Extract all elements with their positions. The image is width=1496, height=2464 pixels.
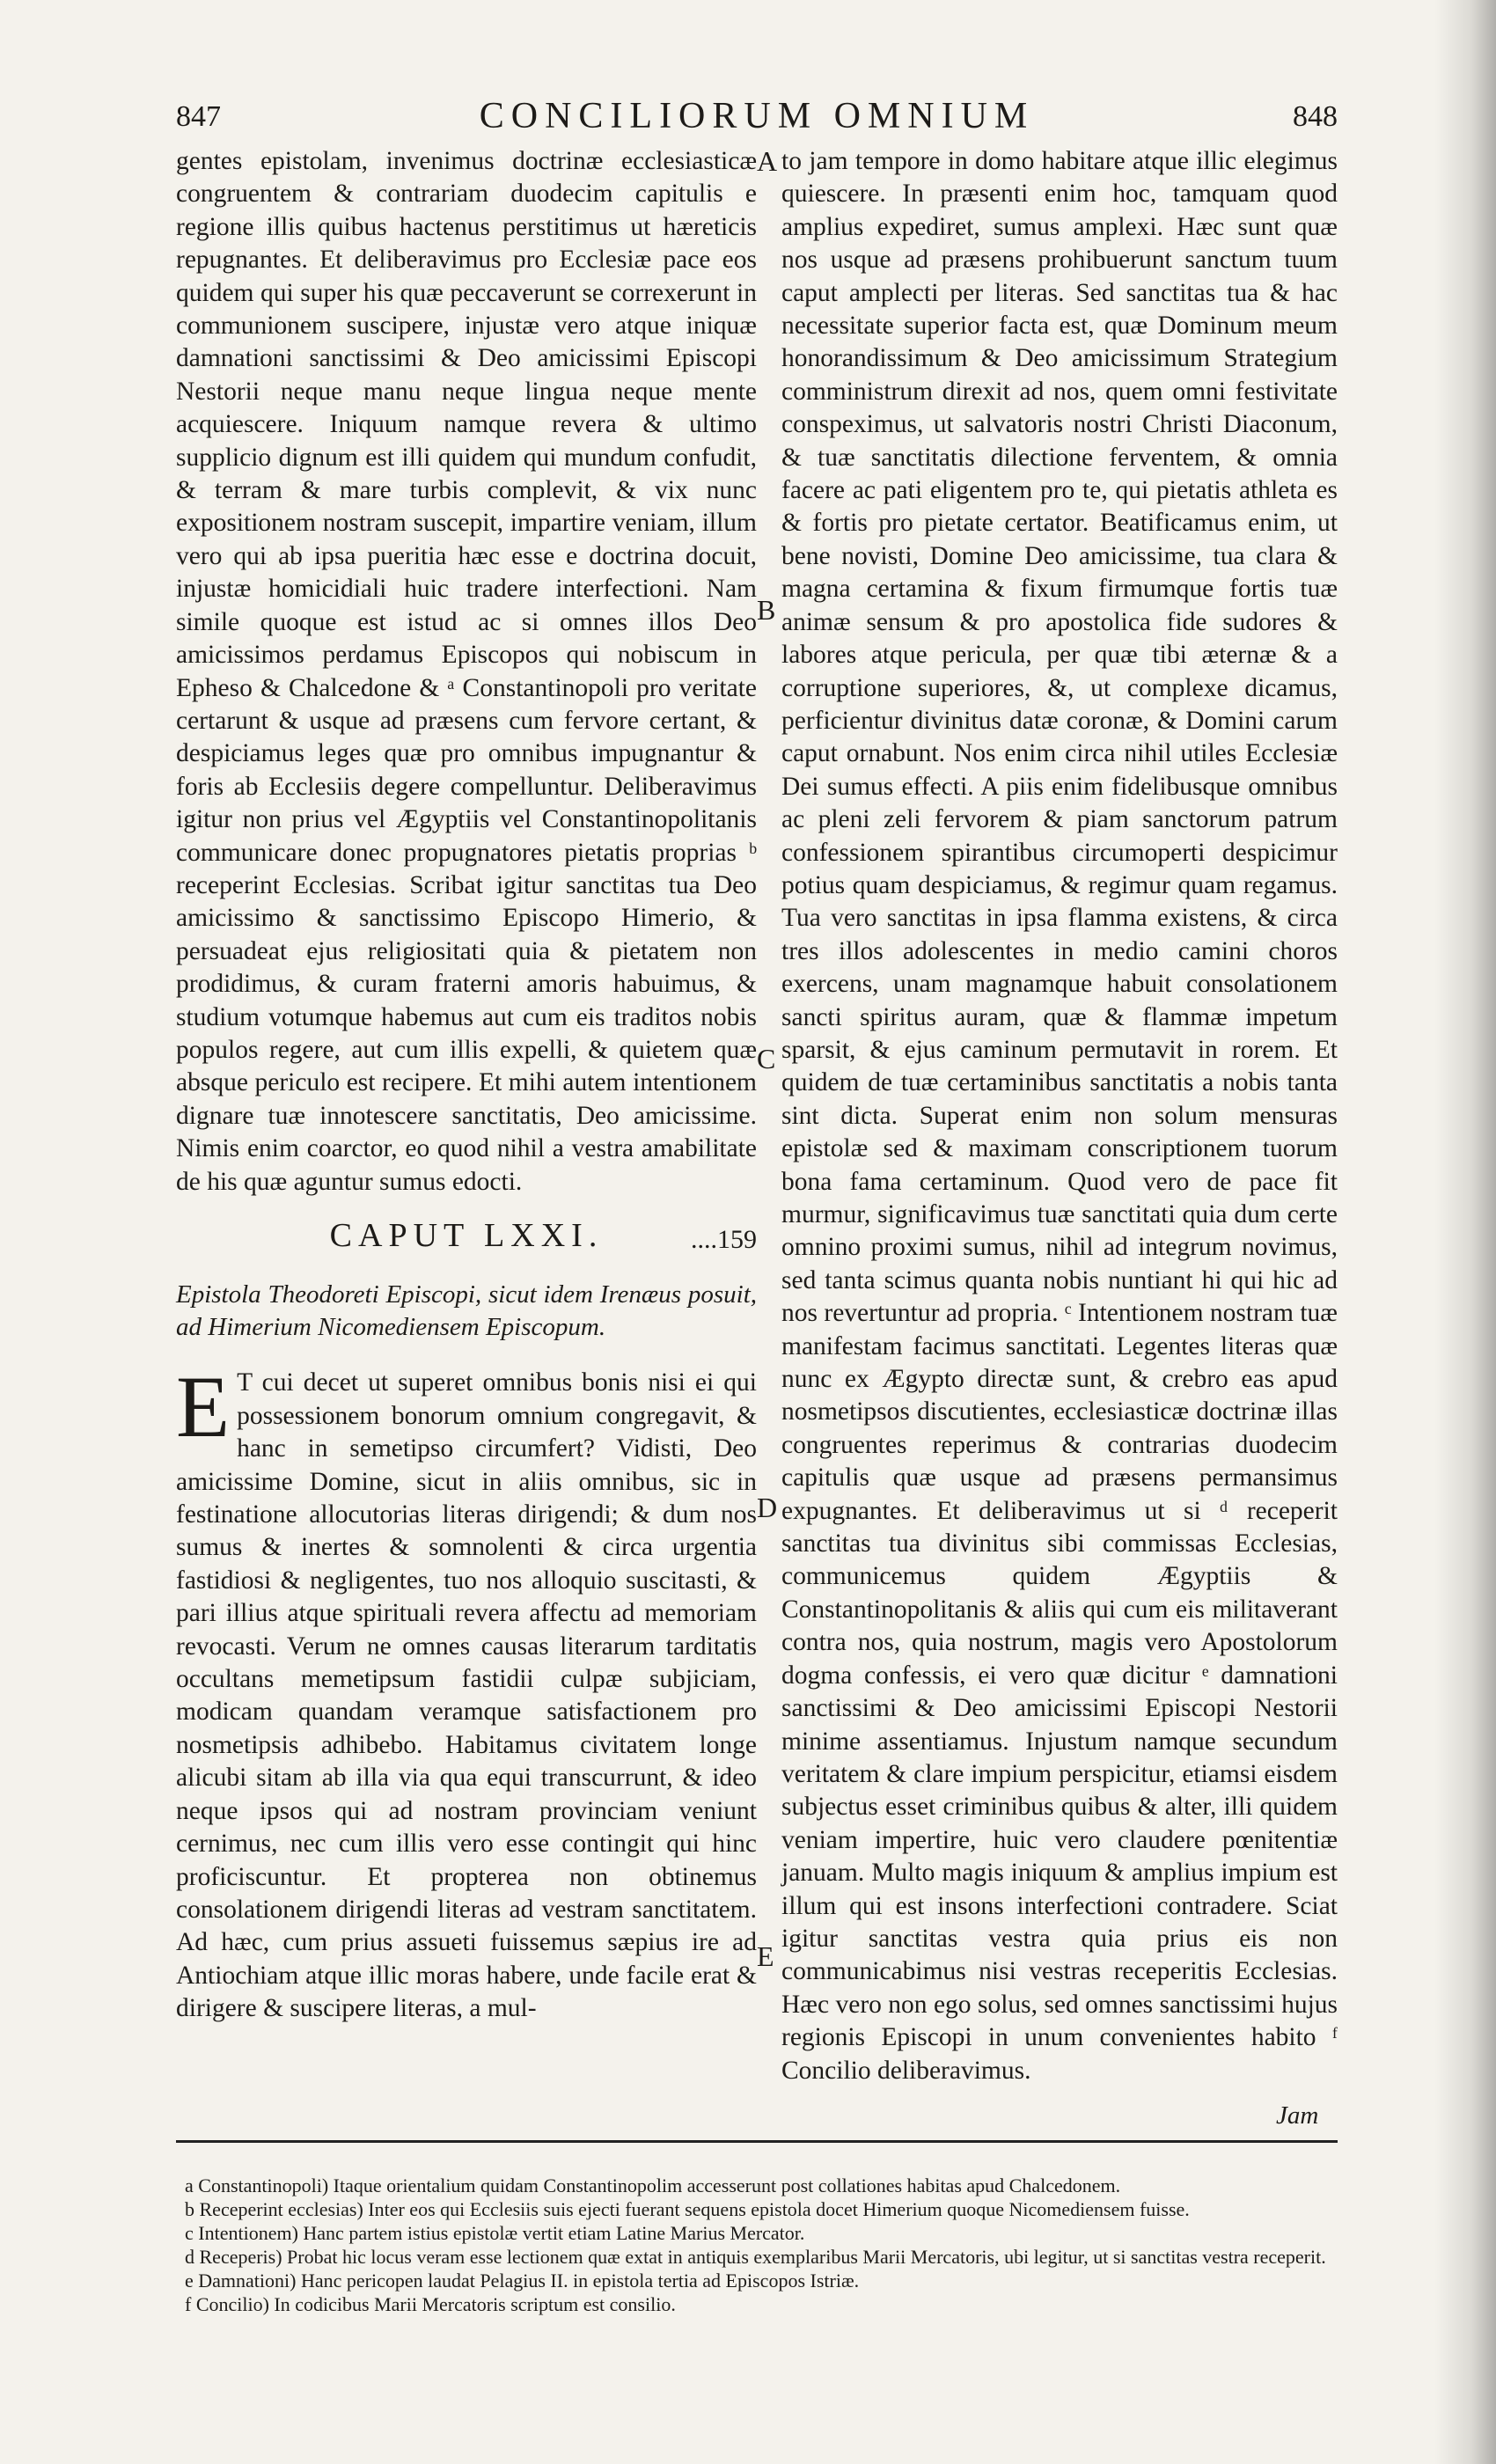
footnote-c: c Intentionem) Hanc partem istius epistolæ vertit etiam Latine Marius Mercator. <box>185 2222 805 2244</box>
left-column-text: gentes epistolam, invenimus doctrinæ ecclesiasticæ congruentem & contrariam duodecim capitulis e regione illis quibus hactenus perstitimus ut hæreticis repugnantes. Et deliberavimus pro Ecclesiæ pace eos quidem qui super his quæ peccaverunt se correxerunt in communionem suscipere, injustæ vero atque iniquæ damnationi sanctissimi & Deo amicissimi Episcopi Nestorii neque manu neque lingua neque mente acquiescere. Iniquum namque revera & ultimo supplicio dignum est illi quidem qui mundum confudit, & terram & mare turbis complevit, & vix nunc expositionem nostram suscepit, impartire veniam, illum vero qui ab ipsa pueritia hæc esse e doctrina docuit, injustæ homicidiali huic tradere interfectioni. Nam simile quoque est istud ac si omnes illos Deo amicissimos perdamus Episcopos qui nobiscum in Epheso & Chalcedone & ᵃ Constantinopoli pro veritate certarunt & usque ad præsens cum fervore certant, & despiciamus leges quæ pro omnibus impugnantur & foris ab Ecclesiis degere compelluntur. Deliberavimus igitur non prius vel Ægyptiis vel Constantinopolitanis communicare donec propugnatores pietatis proprias ᵇ receperint Ecclesias. Scribat igitur sanctitas tua Deo amicissimo & sanctissimo Episcopo Himerio, & persuadeat ejus religiositati quia & pietatem non prodidimus, & curam fraterni amoris habuimus, & studium votumque habemus aut cum eis traditos nobis populos regere, aut cum illis expelli, & quietem quæ absque periculo est recipere. Et mihi autem intentionem dignare tuæ innotescere sanctitatis, Deo amicissime. Nimis enim coarctor, eo quod nihil a vestra amabilitate de his quæ aguntur sumus edocti. <box>176 147 757 1196</box>
drop-cap: E <box>176 1358 231 1456</box>
margin-letter-d: D <box>757 1492 778 1523</box>
page-header <box>176 95 1338 148</box>
running-title: CONCILIORUM OMNIUM <box>479 96 1035 136</box>
gutter-shadow <box>1434 0 1496 2464</box>
page-number-right: 848 <box>1293 100 1338 133</box>
right-column-text: to jam tempore in domo habitare atque illic elegimus quiescere. In præsenti enim hoc, tamquam quod amplius expediret, sumus amplexi. Hæc sunt quæ nos usque ad præsens prohibuerunt sanctum tuum caput amplecti per literas. Sed sanctitas tua & hac necessitate superior facta est, quæ Dominum meum honorandissimum & Deo amicissimum Strategium comministrum direxit ad nos, quem omni festivitate conspeximus, ut salvatoris nostri Christi Diaconum, & tuæ sanctitatis dilectione ferventem, & omnia facere ac pati eligentem pro te, qui pietatis athleta es & fortis pro pietate certator. Beatificamus enim, ut bene novisti, Domine Deo amicissime, tua clara & magna certamina & fixum firmumque fortis tuæ animæ sensum & pro apostolica fide sudores & labores atque pericula, per quæ tibi æternæ & a corruptione superiores, &, ut complexe dicamus, perficientur divinitus datæ coronæ, & Domini carum caput ornabunt. Nos enim circa nihil utiles Ecclesiæ Dei sumus effecti. A piis enim fidelibusque omnibus ac pleni zeli fervorem & piam sanctorum patrum confessionem spirantibus circumoperti despicimur potius quam despiciamus, & regimur quam regamus. Tua vero sanctitas in ipsa flamma existens, & circa tres illos adolescentes in medio camini choros exercens, unam magnamque habuit consolationem sancti spiritus auram, quæ & flammæ impetum sparsit, & ejus caminum permutavit in rorem. Et quidem de tuæ certaminibus sanctitatis a nobis tanta sint dicta. Superat enim non solum mensuras epistolæ sed & maximam conscriptionem tuorum bona fama certaminum. Quod vero de pace fit murmur, significavimus tuæ sanctitati quia dum certe omnino proximi sumus, nihil ad integrum novimus, sed tanta scimus quanta nobis nuntiant hi qui hic ad nos revertuntur ad propria. ᶜ Intentionem nostram tuæ manifestam facimus sanctitati. Legentes literas quæ nunc ex Ægypto directæ sunt, & crebro eas apud nosmetipsos discutientes, ecclesiasticæ doctrinæ illas congruentes reperimus & contrarias duodecim capitulis quæ usque ad præsens permansimus expugnantes. Et deliberavimus ut si ᵈ receperit sanctitas tua divinitus sibi commissas Ecclesias, communicemus quidem Ægyptiis & Constantinopolitanis & aliis qui cum eis militaverant contra nos, quia nostrum, magis vero Apostolorum dogma confessis, ei vero quæ dicitur ᵉ damnationi sanctissimi & Deo amicissimi Episcopi Nestorii minime assentiamus. Injustum namque secundum veritatem & clare impium perspicitur, etiamsi eisdem subjectus esset criminibus quibus & alter, illi quidem veniam impertire, huic vero claudere pœnitentiæ januam. Multo magis iniquum & amplius impium est illum qui est insons interfectioni contradere. Sciat igitur sanctitas vestra quia prius eis non communicabimus nisi vestras receperitis Ecclesias. Hæc vero non ego solus, sed omnes sanctissimi hujus regionis Episcopi in unum convenientes habito ᶠ Concilio deliberavimus. <box>781 147 1338 2085</box>
chapter-title: CAPUT LXXI. <box>329 1217 604 1254</box>
footnote-f: f Concilio) In codicibus Marii Mercatoris scriptum est consilio. <box>185 2293 676 2315</box>
left-column <box>176 145 757 2026</box>
margin-letter-c: C <box>757 1043 776 1074</box>
footnote-b: b Receperint ecclesias) Inter eos qui Ecclesiis suis ejecti fuerant sequens epistola docet Himerium quoque Nicomediensem fuisse. <box>185 2198 1190 2220</box>
footnote-a: a Constantinopoli) Itaque orientalium quidam Constantinopolim accesserunt post collationes habitas apud Chalcedonem. <box>185 2174 1121 2196</box>
margin-letter-b: B <box>757 594 776 626</box>
epistle-body-text: T cui decet ut superet omnibus bonis nisi ei qui possessionem bonorum omnium congregavit, & hanc in semetipso circumfert? Vidisti, Deo amicissime Domine, sicut in aliis omnibus, sic in festinatione allocutorias literas dirigendi; & dum nos sumus & inertes & somnolenti & circa urgentia fastidiosi & negligentes, tuo nos alloquio suscitasti, & pari illius atque spirituali revera affectu ad memoriam revocasti. Verum ne omnes causas literarum tarditatis occultans memetipsum fastidii culpæ subjiciam, modicam quandam veramque satisfactionem pro nosmetipsis adhibebo. Habitamus civitatem longe alicubi sitam ab illa via qua equi transcurrunt, & ideo neque ipsos qui ad nostram provinciam veniunt cernimus, nec cum illis vero esse contingit qui hinc proficiscuntur. Et propterea non obtinemus consolationem dirigendi literas ad vestram sanctitatem. Ad hæc, cum prius assueti fuissemus sæpius ire ad Antiochiam atque illic moras habere, unde facile erat & dirigere & suscipere literas, a mul- <box>176 1368 757 2023</box>
footnote-e: e Damnationi) Hanc pericopen laudat Pelagius II. in epistola tertia ad Episcopos Istriæ. <box>185 2270 860 2292</box>
margin-letter-e: E <box>757 1940 774 1972</box>
footnote-d: d Receperis) Probat hic locus veram esse lectionem quæ extat in antiquis exemplaribus Marii Mercatoris, ubi legitur, ut si sanctitas vestra receperit. <box>185 2246 1326 2268</box>
chapter-reference: ....159 <box>691 1225 757 1254</box>
right-column <box>781 145 1338 2087</box>
footnote-rule <box>176 2140 1338 2143</box>
epistle-title: Epistola Theodoreti Episcopi, sicut idem Irenæus posuit, ad Himerium Nicomediensem Episcopum. <box>176 1280 757 1342</box>
margin-letter-a: A <box>757 145 778 177</box>
epistle-body <box>176 1358 757 2025</box>
chapter-heading <box>176 1217 757 1254</box>
catchword: Jam <box>1276 2101 1319 2130</box>
footnotes <box>185 2174 1329 2316</box>
page-number-left: 847 <box>176 100 221 133</box>
